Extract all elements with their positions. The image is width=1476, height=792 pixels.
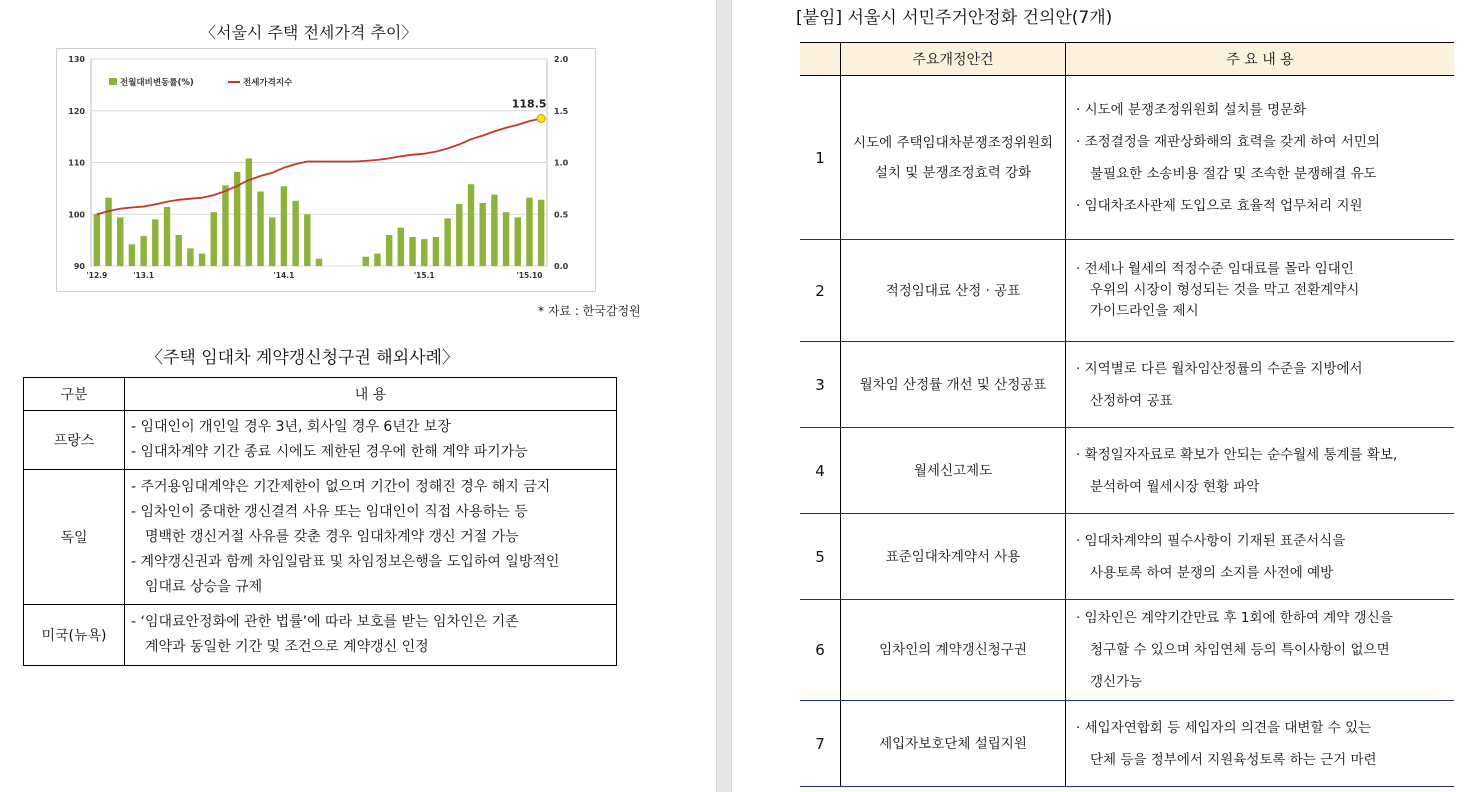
content-line: · 조정결정을 재판상화해의 효력을 갖게 하여 서민의: [1076, 133, 1380, 150]
row-number: 3: [800, 342, 841, 428]
row-title: [841, 342, 1066, 428]
table-header-row: [24, 378, 617, 411]
row-title: [841, 240, 1066, 342]
content-line: 불필요한 소송비용 절감 및 조속한 분쟁해결 유도: [1090, 165, 1377, 182]
content-line: · 지역별로 다른 월차임산정률의 수준을 지방에서: [1076, 360, 1363, 377]
row-number: 7: [800, 701, 841, 787]
bar: [199, 254, 205, 266]
row-country: 미국(뉴욕): [24, 605, 125, 666]
title-line: 월세신고제도: [913, 462, 993, 479]
row-content: [125, 470, 617, 605]
row-content: [1066, 701, 1455, 787]
table-row: [800, 342, 1454, 428]
bar: [515, 217, 521, 266]
bar: [456, 204, 462, 266]
bar: [491, 195, 497, 266]
bar: [526, 198, 532, 266]
content-line: 우위의 시장이 형성되는 것을 막고 전환계약시: [1090, 282, 1360, 298]
legend-swatch-bars: [109, 78, 117, 85]
x-tick-label: '15.1: [413, 271, 435, 280]
header-content: 내 용: [125, 378, 617, 411]
bar: [117, 217, 123, 266]
page-gutter: [716, 0, 732, 792]
legend-label-line: 전세가격지수: [243, 78, 293, 88]
row-content: [125, 411, 617, 470]
row-number: 5: [800, 514, 841, 600]
row-content: [1066, 600, 1455, 701]
row-number: 2: [800, 240, 841, 342]
table-row: [800, 701, 1454, 787]
y-left-tick-label: 110: [68, 158, 85, 168]
content-line: - ‘임대료안정화에 관한 법률’에 따라 보호를 받는 임차인은 기존: [131, 614, 519, 630]
proposals-table: [800, 42, 1454, 787]
bar: [140, 236, 146, 266]
table-row: [800, 428, 1454, 514]
row-title: [841, 514, 1066, 600]
y-right-tick-label: 1.5: [554, 106, 569, 116]
content-line: · 임대차조사관제 도입으로 효율적 업무처리 지원: [1076, 197, 1363, 214]
overseas-cases-table: [23, 377, 617, 666]
title-line: 설치 및 분쟁조정효력 강화: [874, 164, 1032, 181]
y-left-tick-label: 130: [68, 55, 85, 64]
row-content: [1066, 428, 1455, 514]
bar: [398, 228, 404, 266]
y-right-tick-label: 0.5: [554, 210, 569, 220]
content-line: 명백한 갱신거절 사유를 갖춘 경우 임대차계약 갱신 거절 가능: [145, 528, 519, 545]
bar: [129, 244, 135, 266]
y-right-tick-label: 2.0: [554, 55, 569, 64]
row-title: [841, 600, 1066, 701]
bar: [222, 185, 228, 266]
bar: [292, 201, 298, 266]
bar: [187, 248, 193, 266]
row-number: 4: [800, 428, 841, 514]
bar: [257, 191, 263, 266]
content-line: · 시도에 분쟁조정위원회 설치를 명문화: [1076, 101, 1307, 118]
row-content: [1066, 240, 1455, 342]
bar: [269, 217, 275, 266]
row-country: 독일: [24, 470, 125, 605]
row-content: [1066, 514, 1455, 600]
header-number: [800, 43, 841, 76]
bar: [175, 235, 181, 266]
y-right-tick-label: 1.0: [554, 158, 569, 168]
content-line: 분석하여 월세시장 현황 파악: [1090, 478, 1260, 495]
content-line: - 주거용임대계약은 기간제한이 없으며 기간이 정해진 경우 해지 금지: [131, 478, 551, 495]
content-line: · 임대차계약의 필수사항이 기재된 표준서식을: [1076, 532, 1346, 549]
x-tick-label: '14.1: [273, 271, 295, 280]
table-row: [800, 240, 1454, 342]
content-line: - 임대인이 개인일 경우 3년, 회사일 경우 6년간 보장: [131, 419, 451, 435]
content-line: 산정하여 공표: [1090, 392, 1173, 409]
bar: [433, 237, 439, 266]
title-line: 표준임대차계약서 사용: [885, 548, 1021, 565]
bar: [363, 257, 369, 266]
content-line: 사용토록 하여 분쟁의 소지를 사전에 예방: [1090, 564, 1334, 581]
title-line: 임차인의 계약갱신청구권: [879, 642, 1027, 658]
chart-title: 〈서울시 주택 전세가격 추이〉: [200, 23, 418, 42]
table-row: [24, 605, 617, 666]
bar: [164, 207, 170, 266]
title-line: 적정임대료 산정 · 공표: [885, 282, 1021, 299]
y-left-tick-label: 120: [68, 106, 85, 116]
bar: [246, 158, 252, 266]
header-content: 주 요 내 용: [1066, 43, 1455, 76]
bar: [374, 254, 380, 266]
content-line: - 계약갱신권과 함께 차임일람표 및 차임정보은행을 도입하여 일방적인: [131, 553, 560, 570]
content-line: - 임차인이 중대한 갱신결격 사유 또는 임대인이 직접 사용하는 등: [131, 503, 528, 520]
table-row: [24, 411, 617, 470]
chart-canvas: [57, 49, 595, 291]
rent-price-chart: [56, 48, 596, 292]
table-header-row: [800, 43, 1454, 76]
source-note: * 자료 : 한국감정원: [538, 304, 641, 318]
bar: [421, 239, 427, 266]
table-row: [24, 470, 617, 605]
content-line: 임대료 상승을 규제: [145, 578, 263, 595]
content-line: · 확정일자자료로 확보가 안되는 순수월세 통계를 확보,: [1076, 446, 1398, 463]
bar: [94, 214, 100, 266]
y-left-tick-label: 100: [68, 210, 85, 220]
row-title: [841, 428, 1066, 514]
title-line: 세입자보호단체 설립지원: [879, 735, 1027, 752]
y-left-tick-label: 90: [73, 262, 85, 271]
content-line: 가이드라인을 제시: [1090, 303, 1199, 319]
title-line: 월차임 산정률 개선 및 산정공표: [859, 376, 1047, 393]
row-title: [841, 701, 1066, 787]
header-category: 구분: [24, 378, 125, 411]
table-row: [800, 600, 1454, 701]
header-item: 주요개정안건: [841, 43, 1066, 76]
row-content: [125, 605, 617, 666]
index-line: [97, 119, 541, 215]
bar: [503, 212, 509, 266]
last-point-marker: [537, 115, 545, 123]
bar: [281, 186, 287, 266]
content-line: 단체 등을 정부에서 지원육성토록 하는 근거 마련: [1090, 751, 1377, 768]
bar: [468, 184, 474, 266]
bar: [304, 214, 310, 266]
table-row: [800, 514, 1454, 600]
legend-label-bars: 전월대비변동률(%): [120, 78, 194, 88]
row-number: 1: [800, 76, 841, 240]
x-tick-label: '15.10: [516, 271, 543, 280]
bar: [538, 200, 544, 266]
row-country: 프랑스: [24, 411, 125, 470]
content-line: · 전세나 월세의 적정수준 임대료를 몰라 임대인: [1076, 261, 1354, 277]
bar: [316, 259, 322, 266]
content-line: · 임차인은 계약기간만료 후 1회에 한하여 계약 갱신을: [1076, 610, 1393, 626]
proposals-title: [붙임] 서울시 서민주거안정화 건의안(7개): [796, 8, 1113, 28]
x-tick-label: '12.9: [86, 271, 108, 280]
content-line: 청구할 수 있으며 차임연체 등의 특이사항이 없으면: [1090, 642, 1390, 658]
bar: [105, 198, 111, 266]
bar: [152, 219, 158, 266]
row-number: 6: [800, 600, 841, 701]
x-tick-label: '13.1: [133, 271, 155, 280]
content-line: 계약과 동일한 기간 및 조건으로 계약갱신 인정: [145, 639, 429, 655]
content-line: 갱신가능: [1090, 674, 1143, 690]
row-title: [841, 76, 1066, 240]
bar: [409, 237, 415, 266]
y-right-tick-label: 0.0: [554, 262, 569, 271]
content-line: · 세입자연합회 등 세입자의 의견을 대변할 수 있는: [1076, 719, 1372, 736]
row-content: [1066, 76, 1455, 240]
last-value-label: 118.5: [511, 97, 547, 111]
bar: [479, 203, 485, 266]
bar: [211, 212, 217, 266]
bar: [444, 218, 450, 266]
bar: [386, 235, 392, 266]
content-line: - 임대차계약 기간 종료 시에도 제한된 경우에 한해 계약 파기가능: [131, 444, 528, 460]
cases-table-title: 〈주택 임대차 계약갱신청구권 해외사례〉: [146, 348, 459, 368]
title-line: 시도에 주택임대차분쟁조정위원회: [853, 134, 1053, 151]
table-row: [800, 76, 1454, 240]
row-content: [1066, 342, 1455, 428]
